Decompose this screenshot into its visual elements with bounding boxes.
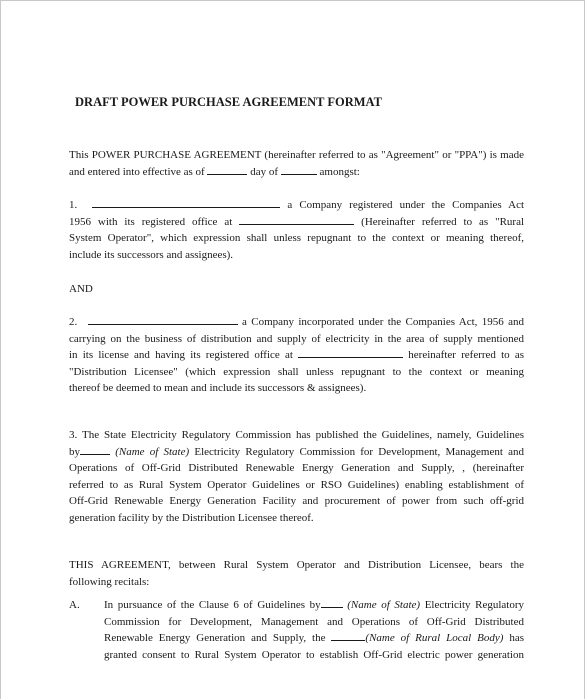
intro-line-2: and entered into effective as of day of amongst:: [69, 165, 360, 178]
party-1-paragraph: [69, 197, 524, 263]
clause-3-line-3: Operations of Off-Grid Distributed Renewable Energy Generation and Supply, , (hereinafter: [69, 462, 524, 474]
recitals-intro-paragraph: [69, 557, 524, 590]
recital-a-line-2: Commission for Development, Management and Operations of Off-Grid Distributed: [104, 615, 524, 628]
party-2-line-5: thereof be deemed to mean and include its successors & assignees).: [69, 382, 367, 394]
licensee-office-blank: [298, 348, 403, 358]
recital-a-line-4: granted consent to Rural System Operator to establish Off-Grid electric power generation: [104, 648, 524, 661]
intro-line-1: This POWER PURCHASE AGREEMENT (hereinafter referred to as "Agreement" or "PPA") is made: [69, 149, 524, 161]
recital-a-body: [104, 597, 524, 663]
state-name-blank: [80, 445, 110, 455]
recital-a: [69, 597, 524, 667]
and-separator: AND: [69, 283, 93, 295]
registered-office-blank: [239, 215, 354, 225]
recital-a-label: A.: [69, 599, 80, 611]
day-blank: [281, 165, 317, 175]
party-2-paragraph: [69, 314, 524, 397]
clause-3-line-5: Off-Grid Renewable Energy Generation Facility and procurement of power from such off-grid: [69, 495, 524, 507]
party-2-line-1: 2. a Company incorporated under the Companies Act, 1956 and: [69, 316, 525, 328]
recital-state-blank: [321, 598, 343, 608]
company-name-blank: [92, 198, 280, 208]
recital-a-line-1: In pursuance of the Clause 6 of Guidelines by (Name of State) Electricity Regulatory: [104, 599, 525, 611]
party-2-line-4: "Distribution Licensee" (which expression shall unless repugnant to the context or meaning: [69, 365, 524, 378]
party-1-line-3: System Operator", which expression shall unless repugnant to the context or meaning thereof,: [69, 232, 524, 244]
clause-3-line-2: by (Name of State) Electricity Regulatory Commission for Development, Management and: [69, 445, 525, 458]
recitals-intro-line-2: following recitals:: [69, 575, 150, 588]
recital-a-line-3: Renewable Energy Generation and Supply, the (Name of Rural Local Body) has: [104, 632, 525, 644]
local-body-blank: [331, 631, 365, 641]
party-1-line-2: 1956 with its registered office at (Hereinafter referred to as "Rural: [69, 215, 525, 228]
clause-3-line-4: referred to as Rural System Operator Guidelines or RSO Guidelines) enabling establishment of: [69, 478, 524, 491]
recitals-intro-line-1: THIS AGREEMENT, between Rural System Operator and Distribution Licensee, bears the: [69, 559, 524, 571]
party-1-line-1: 1. a Company registered under the Companies Act: [69, 199, 525, 211]
party-2-line-2: carrying on the business of distribution and supply of electricity in the area of supply mentioned: [69, 332, 524, 345]
licensee-name-blank: [88, 315, 238, 325]
party-1-line-4: include its successors and assignees).: [69, 248, 234, 261]
clause-3-line-6: generation facility by the Distribution Licensee thereof.: [69, 511, 314, 524]
party-2-line-3: in its license and having its registered office at hereinafter referred to as: [69, 349, 524, 361]
clause-3-line-1: 3. The State Electricity Regulatory Commission has published the Guidelines, namely, Guidelines: [69, 429, 524, 441]
document-title: DRAFT POWER PURCHASE AGREEMENT FORMAT: [75, 95, 382, 109]
date-blank: [207, 165, 247, 175]
clause-3-paragraph: [69, 427, 524, 526]
intro-paragraph: [69, 147, 524, 180]
